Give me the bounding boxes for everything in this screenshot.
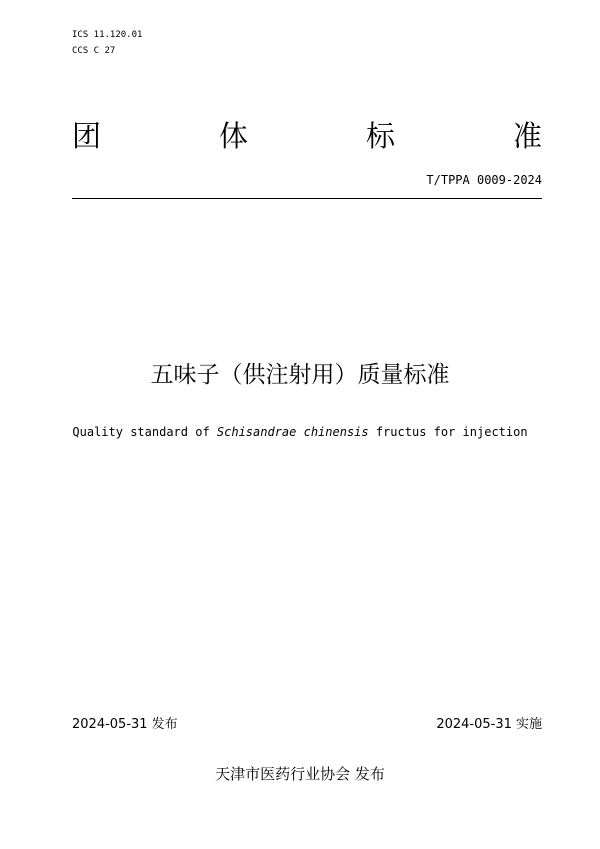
title-chinese: 五味子（供注射用）质量标准 (150, 362, 450, 388)
ccs-code: CCS C 27 (72, 46, 116, 56)
implementation-date: 2024-05-31 实施 (436, 717, 542, 732)
standard-type-heading (72, 118, 542, 154)
title-english-prefix: Quality standard of (72, 425, 217, 439)
standard-number: T/TPPA 0009-2024 (426, 173, 542, 187)
publisher: 天津市医药行业协会 发布 (215, 765, 385, 783)
title-english-latin-name: Schisandrae chinensis (216, 425, 369, 439)
ics-code: ICS 11.120.01 (72, 30, 143, 40)
standard-type-char: 体 (218, 119, 248, 153)
issue-date: 2024-05-31 发布 (72, 717, 178, 732)
header-divider (72, 198, 542, 199)
standard-type-char: 标 (365, 119, 395, 153)
title-english (0, 424, 600, 440)
title-english-suffix: fructus for injection (368, 425, 528, 439)
standard-type-char: 准 (512, 119, 542, 153)
standard-type-char: 团 (72, 119, 102, 153)
